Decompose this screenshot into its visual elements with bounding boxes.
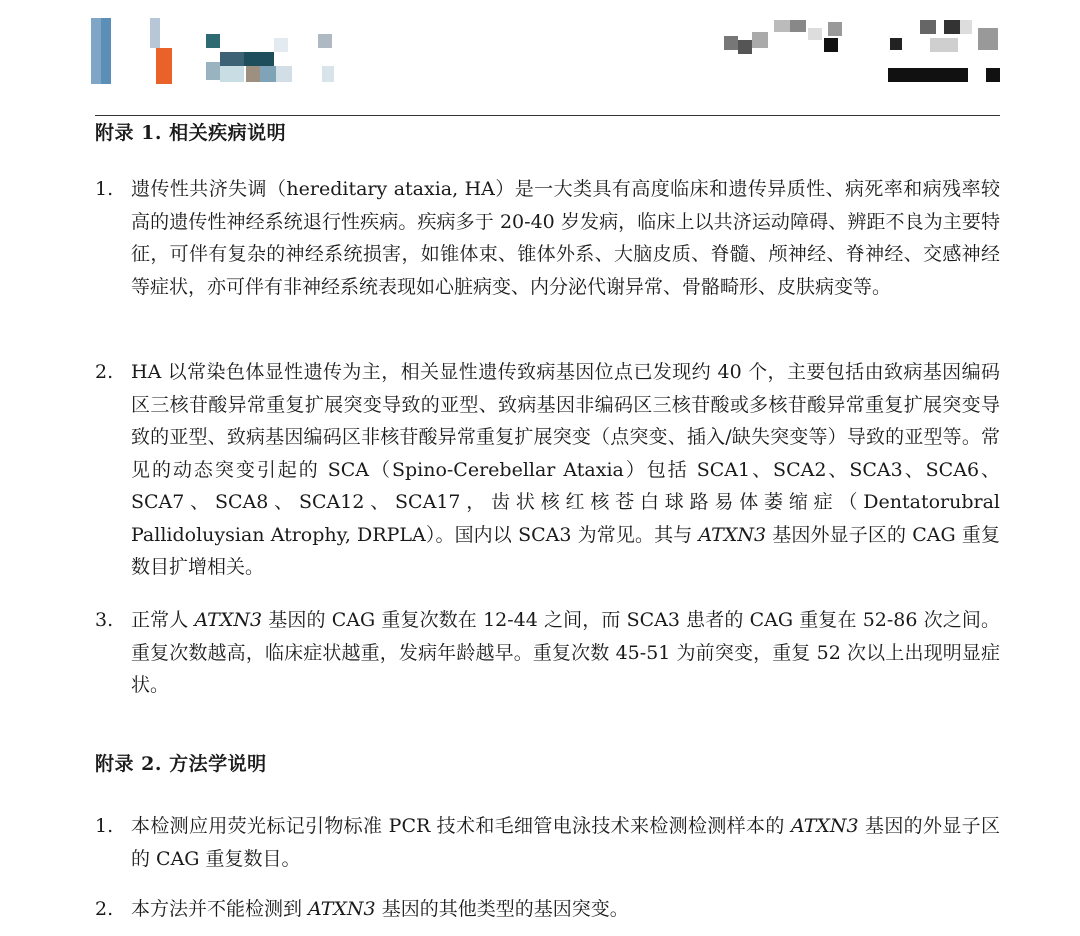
item-text-part: 本检测应用荧光标记引物标准 PCR 技术和毛细管电泳技术来检测检测样本的 (131, 815, 792, 837)
item-text-part: HA 以常染色体显性遗传为主，相关显性遗传致病基因位点已发现约 40 个，主要包括由致病基因编码区三核苷酸异常重复扩展突变导致的亚型、致病基因非编码区三核苷酸或多核苷酸异常重复扩展突变导致的亚型、致病基因编码区非核苷酸异常重复扩展突变（点突变、插入/缺失突变等）导致的亚型等。常见的动态突变引起的 SCA（Spino-Cerebellar Ataxia）包括 SCA1、SCA2、SCA3、SCA6、SCA7、SCA8、SCA12、SCA17，齿状核红核苍白球路易体萎缩症（Dentatorubral Pallidoluysian Atrophy, DRPLA）。国内以 SCA3 为常见。其与 (131, 361, 1000, 546)
item-text (131, 604, 1000, 702)
item-number: 3. (95, 609, 114, 631)
header-divider (95, 115, 1000, 116)
item-text-part: 基因的 CAG 重复次数在 12-44 之间，而 SCA3 患者的 CAG 重复在 52-86 次之间。重复次数越高，临床症状越重，发病年龄越早。重复次数 45-51 为前突变，重复 52 次以上出现明显症状。 (131, 609, 1000, 696)
gene-name: ATXN3 (308, 898, 376, 920)
item-text (131, 893, 1000, 926)
item-number: 2. (95, 898, 114, 920)
item-text-part: 基因外显子区的 CAG 重复数目扩增相关。 (131, 523, 1000, 578)
item-text: 遗传性共济失调（hereditary ataxia, HA）是一大类具有高度临床和遗传异质性、病死率和病残率较高的遗传性神经系统退行性疾病。疾病多于 20-40 岁发病，临床上以共济运动障碍、辨距不良为主要特征，可伴有复杂的神经系统损害，如锥体束、锥体外系、大脑皮质、脊髓、颅神经、脊神经、交感神经等症状，亦可伴有非神经系统表现如心脏病变、内分泌代谢异常、骨骼畸形、皮肤病变等。 (131, 178, 1000, 298)
item-text-part: 本方法并不能检测到 (131, 898, 309, 920)
appendix1-item-2 (95, 356, 1000, 584)
item-number: 2. (95, 361, 114, 383)
appendix1-item-3 (95, 604, 1000, 702)
gene-name: ATXN3 (791, 815, 859, 837)
appendix1-title: 附录 1. 相关疾病说明 (95, 122, 287, 144)
item-number: 1. (95, 178, 114, 200)
item-text-part: 基因的其他类型的基因突变。 (375, 898, 629, 920)
item-number: 1. (95, 815, 114, 837)
item-text (131, 810, 1000, 875)
redacted-header-mark (720, 18, 1010, 88)
appendix1-item-1 (95, 173, 1000, 303)
item-text-part: 基因的外显子区的 CAG 重复数目。 (131, 815, 1001, 870)
gene-name: ATXN3 (194, 609, 263, 631)
company-logo (88, 18, 348, 88)
item-text-part: 正常人 (131, 609, 195, 631)
gene-name: ATXN3 (698, 523, 767, 546)
appendix2-item-1 (95, 810, 1000, 875)
appendix2-item-2 (95, 893, 1000, 926)
appendix2-title: 附录 2. 方法学说明 (95, 753, 267, 775)
item-text (131, 356, 1000, 584)
